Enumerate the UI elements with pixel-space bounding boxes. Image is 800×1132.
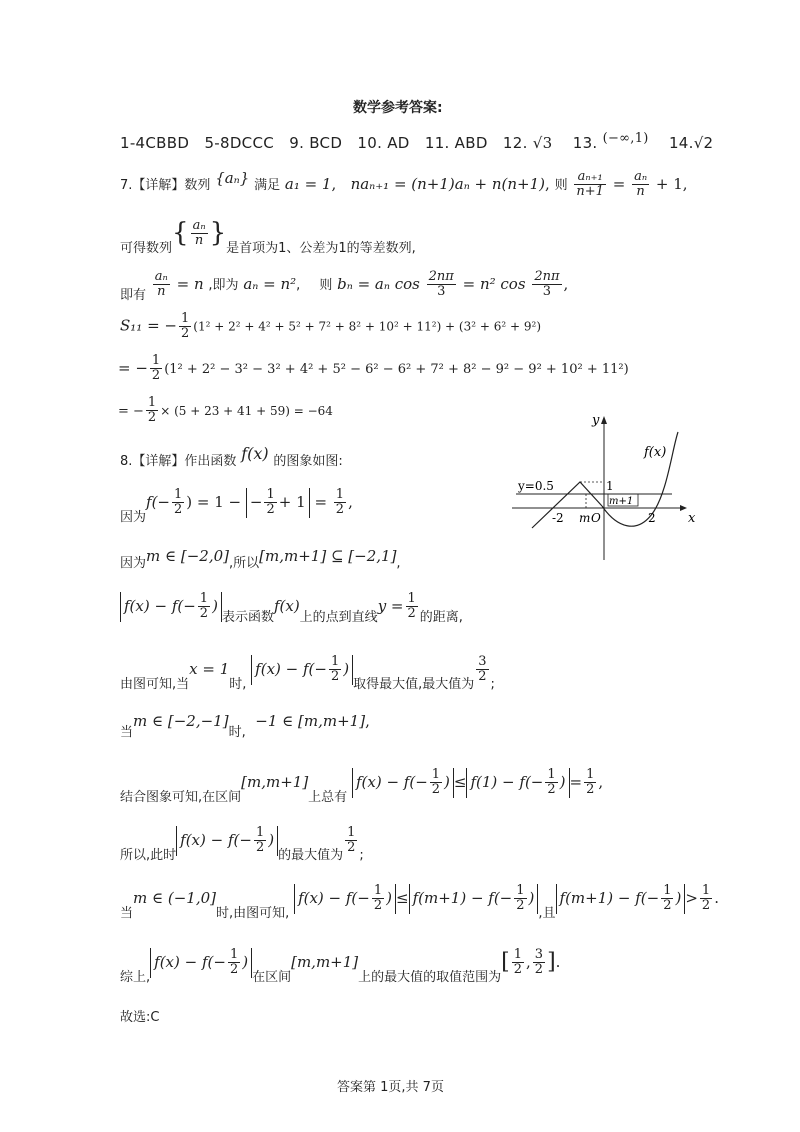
q7-line3-c: ,即为 [208, 277, 239, 293]
answer-12-value: √3 [532, 134, 553, 152]
q8-l1-g: , [348, 492, 353, 511]
q8-l2-a: 因为 [120, 556, 147, 571]
q7-head: 7.【详解】数列 [120, 177, 211, 193]
q7-then: 则 [554, 177, 568, 193]
q7-s11-b-pre: = − [118, 358, 148, 377]
q8-l2-b: m ∈ [−2,0] [146, 547, 230, 565]
q7-line3-f: 则 [319, 277, 333, 293]
answer-13-value: (−∞,1) [602, 131, 649, 146]
answer-12-num: 12. [502, 134, 528, 152]
q8-l2-c: ,所以 [229, 556, 260, 571]
q8-l4-a: 由图可知,当 [120, 676, 190, 692]
q8-fx: f(x) [241, 444, 269, 463]
q8-l1-a: 因为 [120, 509, 147, 525]
q8-l5-b: m ∈ [−2,−1] [133, 712, 229, 730]
q7-frac-2npi-b: $\frac{2n\pi}{3}$ [534, 269, 560, 300]
q8-l3-a: f(x) − f(− [124, 596, 196, 615]
q8-line-8: 当m ∈ (−1,0]时,由图可知, f(x) − f(− $\frac{1}{2}$ ) ≤ f(m+1) − f(− $\frac{1}{2}$ ),且f(m+1) − f(− $\frac{1}{2}$ ) > $\frac{1}{2}$ . [120, 883, 719, 921]
q7-line-2: 可得数列{ $\frac{\text{aₙ}}{n}$ }是首项为1、公差为1的等差数列, [120, 217, 416, 256]
q7-frac-half-2: $\frac{1}{2}$ [151, 353, 161, 384]
q8-l8-f: ,且 [538, 905, 556, 921]
answer-5-8: 5-8DCCC [204, 134, 275, 152]
q7-line3-i: , [563, 274, 569, 293]
q7-frac-half-3: $\frac{1}{2}$ [147, 395, 157, 426]
function-graph [512, 410, 698, 562]
q8-l5-a: 当 [120, 725, 134, 740]
q8-l8-h: > [685, 888, 698, 907]
box-label: m+1 [609, 496, 634, 507]
answer-10: 10. AD [357, 134, 410, 152]
q8-l7-a: 所以,此时 [120, 847, 177, 863]
x-axis-arrow-icon [680, 505, 687, 511]
q7-s11-line-c [118, 396, 333, 426]
q7-satisfy: 满足 [254, 177, 281, 193]
q7-s11-line [120, 312, 541, 342]
q8-l9-b: 在区间 [252, 969, 292, 985]
q8-line-7: 所以,此时f(x) − f(− $\frac{1}{2}$ )的最大值为 $\frac{1}{2}$ ; [120, 825, 364, 863]
q7-frac-half-1: $\frac{1}{2}$ [180, 311, 190, 342]
mark-1: 1 [606, 479, 614, 493]
q8-l6-e: f(1) − f(− [470, 772, 544, 791]
q8-answer: 故选:C [120, 1010, 160, 1025]
mark-2: 2 [648, 511, 656, 525]
q8-l4-b: x = 1 [189, 659, 230, 678]
q8-l1-b: f(− [146, 492, 170, 511]
q8-l1-e: + 1 [278, 492, 306, 511]
q8-head-tail: 的图象如图: [273, 454, 343, 469]
q8-head-line [120, 444, 343, 470]
q8-l1-d: − [249, 492, 263, 511]
q7-s11-b: (1² + 2² − 3² − 3² + 4² + 5² − 6² − 6² + 7² + 8² − 9² − 9² + 10² + 11²) [164, 361, 629, 377]
q7-s11-line-b [118, 354, 629, 384]
q8-l8-e: f(m+1) − f(− [412, 888, 513, 907]
q7-line3-h: = n² cos [462, 274, 526, 293]
q8-l8-i: . [714, 888, 719, 907]
mark-neg2: -2 [552, 511, 564, 525]
answer-9: 9. BCD [289, 134, 343, 152]
q8-l5-d: −1 ∈ [m,m+1] [255, 712, 366, 730]
q8-l8-b: m ∈ (−1,0] [133, 888, 217, 907]
q8-l7-b: 的最大值为 [278, 847, 344, 863]
q8-l6-b: [m,m+1] [241, 772, 309, 791]
q7-line2-a: 可得数列 [120, 240, 173, 256]
q8-l1-f: = [314, 492, 328, 511]
q7-line3-g: bₙ = aₙ cos [337, 274, 420, 293]
q7-frac-an1: $\frac{\text{aₙ₊₁}}{n+1}$ [576, 169, 604, 200]
x-axis-label: x [688, 511, 696, 526]
q8-line-1: 因为f(− $\frac{1}{2}$ ) = 1 − − $\frac{1}{2}$ + 1 = $\frac{1}{2}$ , [120, 487, 353, 525]
answer-11: 11. ABD [424, 134, 488, 152]
page-title: 数学参考答案: [353, 100, 443, 116]
q8-l5-c: 时, [228, 725, 246, 740]
q7-s11-c: × (5 + 23 + 41 + 59) = −64 [160, 403, 333, 418]
q8-l1-c: ) = 1 − [186, 492, 242, 511]
q8-l5-e: , [365, 712, 370, 730]
q8-l6-c: 上总有 [308, 789, 348, 805]
q8-line-2 [120, 547, 401, 572]
q7-seq: {aₙ} [215, 168, 250, 187]
q8-l3-e: 上的点到直线 [299, 609, 378, 625]
q8-l8-c: 时,由图可知, [216, 905, 290, 921]
q7-frac-an: $\frac{\text{aₙ}}{n}$ [634, 169, 648, 200]
q7-frac-an-n: $\frac{\text{aₙ}}{n}$ [192, 217, 206, 249]
q7-line2-b: 是首项为1、公差为1的等差数列, [226, 240, 416, 256]
q8-l4-e: ; [490, 676, 495, 692]
q7-line-3 [120, 269, 569, 303]
mark-m: m [579, 511, 591, 525]
q8-line-4: 由图可知,当x = 1时, f(x) − f(− $\frac{1}{2}$ )取得最大值,最大值为 $\frac{3}{2}$ ; [120, 654, 495, 692]
q8-l2-e: , [396, 556, 401, 571]
q8-l9-e: . [555, 952, 561, 971]
q8-l4-d: 取得最大值,最大值为 [353, 676, 475, 692]
q8-l8-g: f(m+1) − f(− [559, 888, 660, 907]
q8-l3-c: 表示函数 [221, 609, 274, 625]
q8-line-5 [120, 712, 370, 740]
q8-head: 8.【详解】作出函数 [120, 454, 237, 469]
q7-frac-2npi-a: $\frac{2n\pi}{3}$ [428, 269, 454, 300]
q8-l9-d: 上的最大值的取值范围为 [358, 969, 502, 985]
q8-l9-c: [m,m+1] [291, 952, 359, 971]
curve-label: f(x) [644, 445, 667, 460]
page-footer: 答案第 1页,共 7页 [337, 1080, 444, 1095]
q7-cond2: naₙ₊₁ = (n+1)aₙ + n(n+1) [350, 174, 546, 193]
q8-l2-d: [m,m+1] ⊆ [−2,1] [259, 547, 397, 565]
q8-line-6: 结合图象可知,在区间[m,m+1]上总有 f(x) − f(− $\frac{1}{2}$ ) ≤ f(1) − f(− $\frac{1}{2}$ ) = $\frac{1}{2}$ , [120, 767, 604, 805]
q8-l3-g: 的距离, [419, 609, 463, 625]
q8-l9-a: 综上, [120, 969, 151, 985]
line-label: y=0.5 [518, 479, 554, 493]
q7-line3-b: = n [176, 274, 204, 293]
q7-line3-a: 即有 [120, 287, 147, 303]
y-axis-label: y [592, 413, 600, 428]
q8-l7-c: ; [359, 847, 364, 863]
q8-l6-g: , [598, 772, 604, 791]
q8-l4-c: 时, [229, 676, 247, 692]
q7-s11-a: (1² + 2² + 4² + 5² + 7² + 8² + 10² + 11²) + (3² + 6² + 9²) [193, 319, 541, 334]
q7-frac-an-n-2: $\frac{\text{aₙ}}{n}$ [154, 269, 168, 300]
q8-l3-f: y = [377, 596, 404, 615]
answer-key-line [120, 131, 714, 153]
answer-1-4: 1-4CBBD [120, 134, 190, 152]
q8-l6-d: ≤ [453, 772, 467, 791]
q8-line-3: f(x) − f(− $\frac{1}{2}$ )表示函数f(x)上的点到直线y = $\frac{1}{2}$ 的距离, [120, 592, 463, 622]
y-axis-arrow-icon [601, 416, 607, 424]
q8-line-9: 综上,f(x) − f(− $\frac{1}{2}$ )在区间[m,m+1]上的最大值的取值范围为[ $\frac{1}{2}$ , $\frac{3}{2}$ ]. [120, 947, 561, 985]
q7-line3-e: , [296, 277, 301, 293]
q8-l6-a: 结合图象可知,在区间 [120, 789, 242, 805]
q8-l3-d: f(x) [273, 596, 300, 615]
mark-origin: O [591, 511, 601, 525]
answer-14: 14.√2 [668, 134, 714, 152]
q7-s11-lhs: S₁₁ = − [120, 316, 177, 335]
q7-cond1: a₁ = 1 [284, 174, 332, 193]
answer-13-num: 13. [572, 134, 598, 152]
q7-line-1: 7.【详解】数列 {aₙ} 满足 a₁ = 1, naₙ₊₁ = (n+1)aₙ + n(n+1), 则 $\frac{\text{aₙ₊₁}}{n+1}$ = $\frac{\text{aₙ}}{n}$ + 1, [120, 168, 688, 200]
q8-l3-b: ) [212, 596, 218, 615]
q8-l8-d: ≤ [396, 888, 409, 907]
q7-s11-c-pre: = − [118, 403, 144, 419]
q8-l6-f: = [569, 772, 583, 791]
q8-l8-a: 当 [120, 905, 134, 921]
q7-line3-d: aₙ = n² [243, 274, 297, 293]
